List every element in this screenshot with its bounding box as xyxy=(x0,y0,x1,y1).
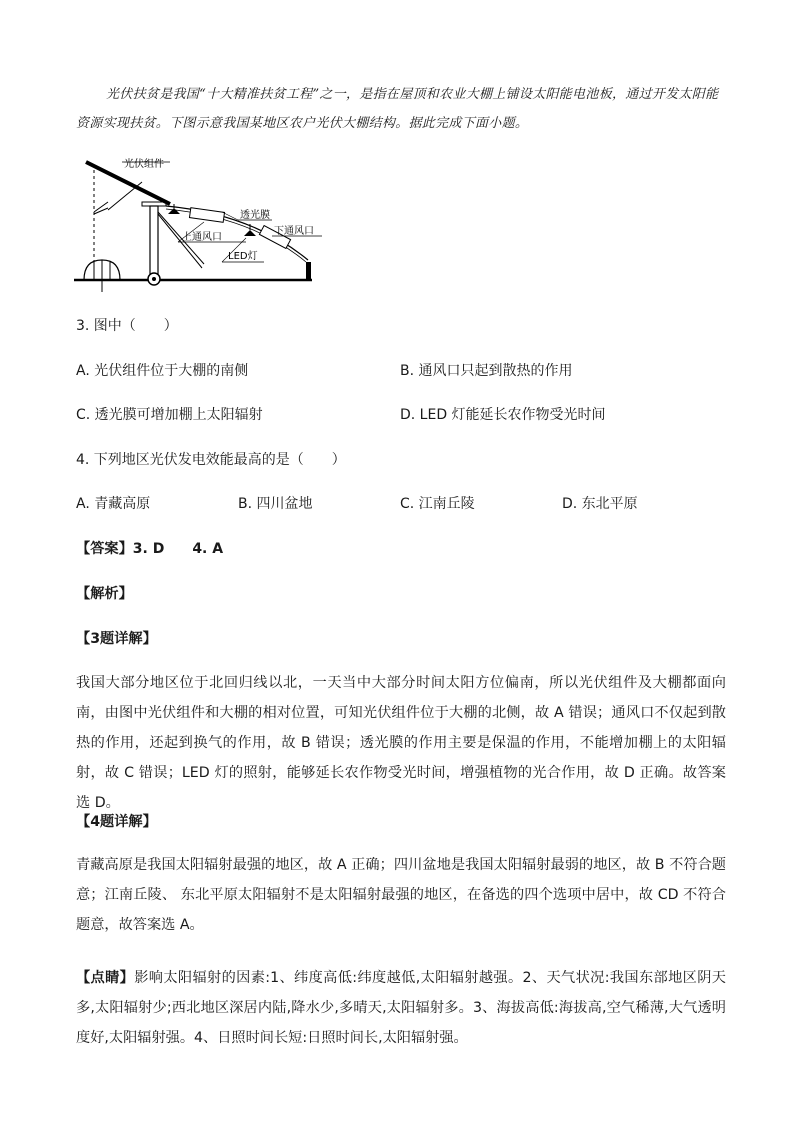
label-pv: 光伏组件 xyxy=(124,159,164,170)
lamp-icon xyxy=(244,230,256,236)
center-post xyxy=(150,206,158,280)
lamp-icon xyxy=(168,208,180,214)
label-led: LED灯 xyxy=(228,251,258,262)
q3-option-b: B. 通风口只起到散热的作用 xyxy=(400,363,573,379)
q4-option-a: A. 青藏高原 xyxy=(76,496,151,512)
answer-value: 3. D 4. A xyxy=(132,541,224,557)
upper-vent xyxy=(189,208,224,223)
q4-detail-text: 青藏高原是我国太阳辐射最强的地区，故 A 正确；四川盆地是我国太阳辐射最弱的地区，故 B 不符合题意；江南丘陵、 东北平原太阳辐射不是太阳辐射最强的地区，在备选的四个选项中居中，故 CD 不符合题意，故答案选 A。 xyxy=(76,857,726,933)
pv-greenhouse-diagram xyxy=(72,152,322,294)
q3-detail-text: 我国大部分地区位于北回归线以北，一天当中大部分时间太阳方位偏南，所以光伏组件及大棚都面向南，由图中光伏组件和大棚的相对位置，可知光伏组件位于大棚的北侧，故 A 错误；通风口不仅起到散热的作用，还起到换气的作用，故 B 错误；透光膜的作用主要是保温的作用，不能增加棚上的太阳辐射，故 C 错误；LED 灯的照射，能够延长农作物受光时间，增强植物的光合作用，故 D 正确。故答案选 D。 xyxy=(76,675,726,811)
q4-option-c: C. 江南丘陵 xyxy=(400,496,475,512)
tip-paragraph xyxy=(76,963,726,1053)
intro-paragraph: 光伏扶贫是我国“十大精准扶贫工程”之一，是指在屋顶和农业大棚上铺设太阳能电池板，通过开发太阳能资源实现扶贫。下图示意我国某地区农户光伏大棚结构。据此完成下面小题。 xyxy=(76,87,719,131)
label-upper-vent: 上通风口 xyxy=(182,232,222,243)
end-wall xyxy=(306,262,311,280)
post-base-dot xyxy=(152,277,156,281)
q3-option-d: D. LED 灯能延长农作物受光时间 xyxy=(400,407,606,423)
panel-strut xyxy=(108,182,142,210)
tip-text: 影响太阳辐射的因素:1、纬度高低:纬度越低,太阳辐射越强。2、天气状况:我国东部地区阴天多,太阳辐射少;西北地区深居内陆,降水少,多晴天,太阳辐射多。3、海拔高低:海拔高,空气稀薄,大气透明度好,太阳辐射强。4、日照时间长短:日照时间长,太阳辐射强。 xyxy=(76,970,726,1046)
q3-option-c: C. 透光膜可增加棚上太阳辐射 xyxy=(76,407,263,423)
q3-option-a: A. 光伏组件位于大棚的南侧 xyxy=(76,363,249,379)
q4-option-d: D. 东北平原 xyxy=(562,496,638,512)
q4-option-b: B. 四川盆地 xyxy=(238,496,313,512)
analysis-label: 【解析】 xyxy=(76,586,133,602)
label-lower-vent: 下通风口 xyxy=(274,226,314,237)
answer-label: 【答案】 xyxy=(76,541,133,557)
q4-detail-heading: 【4题详解】 xyxy=(76,814,157,830)
answer-line xyxy=(76,539,223,559)
q4-stem: 4. 下列地区光伏发电效能最高的是（ ） xyxy=(76,452,346,468)
label-film: 透光膜 xyxy=(240,210,270,221)
post-cap xyxy=(142,202,166,206)
q3-stem: 3. 图中（ ） xyxy=(76,318,178,334)
tip-heading: 【点睛】 xyxy=(76,970,135,986)
q3-detail-heading: 【3题详解】 xyxy=(76,631,157,647)
